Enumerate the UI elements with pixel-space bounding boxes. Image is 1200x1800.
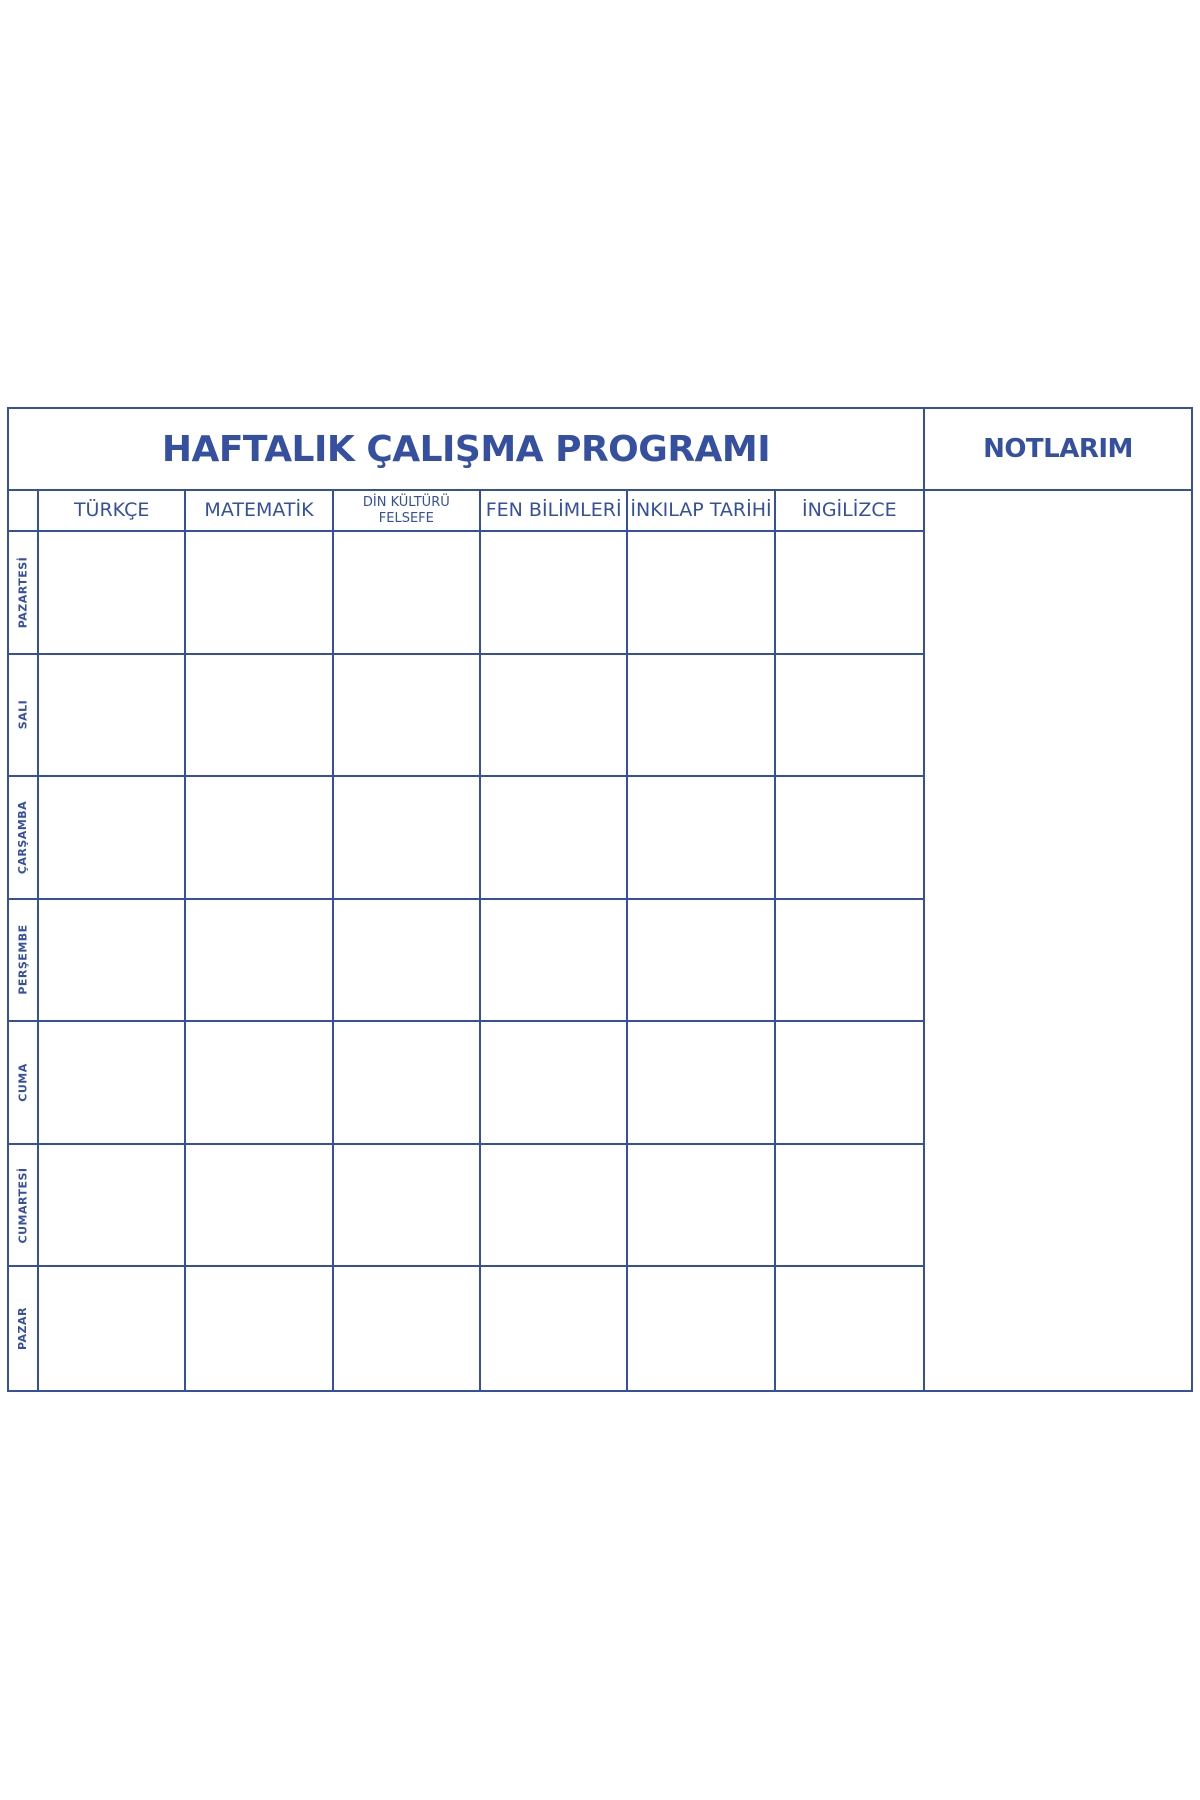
schedule-cell[interactable] bbox=[481, 1145, 628, 1268]
schedule-cell[interactable] bbox=[628, 655, 775, 778]
schedule-cell[interactable] bbox=[776, 1267, 923, 1390]
notes-title: NOTLARIM bbox=[983, 434, 1133, 464]
corner-cell bbox=[9, 491, 39, 532]
schedule-cell[interactable] bbox=[186, 1022, 333, 1145]
subject-label: İNKILAP TARİHİ bbox=[630, 499, 772, 521]
schedule-cell[interactable] bbox=[481, 900, 628, 1023]
schedule-cell[interactable] bbox=[334, 777, 481, 900]
subject-label: DİN KÜLTÜRÜ bbox=[362, 494, 450, 510]
day-label: CUMARTESİ bbox=[16, 1167, 30, 1244]
schedule-grid bbox=[9, 491, 925, 1390]
subject-header bbox=[628, 491, 775, 532]
schedule-cell[interactable] bbox=[776, 1145, 923, 1268]
schedule-cell[interactable] bbox=[481, 777, 628, 900]
day-label-cell bbox=[9, 1267, 39, 1390]
weekly-study-planner bbox=[7, 407, 1193, 1392]
schedule-cell[interactable] bbox=[334, 655, 481, 778]
title-cell bbox=[9, 409, 925, 491]
schedule-cell[interactable] bbox=[334, 900, 481, 1023]
subject-label: İNGİLİZCE bbox=[802, 499, 897, 521]
schedule-cell[interactable] bbox=[481, 532, 628, 655]
schedule-cell[interactable] bbox=[334, 1022, 481, 1145]
day-label: SALI bbox=[16, 700, 30, 730]
schedule-cell[interactable] bbox=[186, 900, 333, 1023]
day-label-cell bbox=[9, 777, 39, 900]
schedule-cell[interactable] bbox=[334, 532, 481, 655]
schedule-cell[interactable] bbox=[334, 1267, 481, 1390]
day-label-cell bbox=[9, 655, 39, 778]
schedule-cell[interactable] bbox=[186, 1145, 333, 1268]
schedule-cell[interactable] bbox=[776, 532, 923, 655]
schedule-cell[interactable] bbox=[628, 1022, 775, 1145]
notes-header bbox=[925, 409, 1191, 491]
schedule-cell[interactable] bbox=[39, 1145, 186, 1268]
schedule-cell[interactable] bbox=[39, 777, 186, 900]
subject-header bbox=[776, 491, 923, 532]
day-label-cell bbox=[9, 532, 39, 655]
day-label: CUMA bbox=[16, 1063, 30, 1102]
subject-label: TÜRKÇE bbox=[73, 499, 150, 521]
schedule-cell[interactable] bbox=[481, 655, 628, 778]
day-label-cell bbox=[9, 1022, 39, 1145]
schedule-cell[interactable] bbox=[628, 900, 775, 1023]
day-label-cell bbox=[9, 1145, 39, 1268]
schedule-cell[interactable] bbox=[39, 532, 186, 655]
schedule-cell[interactable] bbox=[628, 532, 775, 655]
day-label-cell bbox=[9, 900, 39, 1023]
schedule-cell[interactable] bbox=[481, 1267, 628, 1390]
schedule-cell[interactable] bbox=[186, 532, 333, 655]
schedule-cell[interactable] bbox=[39, 1022, 186, 1145]
subject-header bbox=[39, 491, 186, 532]
day-label: PERŞEMBE bbox=[16, 924, 30, 996]
schedule-cell[interactable] bbox=[776, 655, 923, 778]
page-title: HAFTALIK ÇALIŞMA PROGRAMI bbox=[161, 428, 771, 470]
schedule-cell[interactable] bbox=[776, 900, 923, 1023]
subject-label: MATEMATİK bbox=[204, 499, 314, 521]
schedule-cell[interactable] bbox=[186, 1267, 333, 1390]
day-label: ÇARŞAMBA bbox=[16, 800, 30, 875]
schedule-cell[interactable] bbox=[39, 900, 186, 1023]
subject-header bbox=[186, 491, 333, 532]
schedule-cell[interactable] bbox=[628, 1267, 775, 1390]
schedule-cell[interactable] bbox=[776, 1022, 923, 1145]
schedule-cell[interactable] bbox=[628, 1145, 775, 1268]
schedule-cell[interactable] bbox=[481, 1022, 628, 1145]
subject-label-line2: FELSEFE bbox=[378, 510, 434, 526]
schedule-cell[interactable] bbox=[628, 777, 775, 900]
schedule-cell[interactable] bbox=[186, 655, 333, 778]
schedule-cell[interactable] bbox=[186, 777, 333, 900]
day-label: PAZAR bbox=[16, 1307, 30, 1351]
subject-header bbox=[334, 491, 481, 532]
subject-label: FEN BİLİMLERİ bbox=[485, 499, 622, 521]
schedule-cell[interactable] bbox=[334, 1145, 481, 1268]
subject-header bbox=[481, 491, 628, 532]
schedule-cell[interactable] bbox=[39, 1267, 186, 1390]
schedule-cell[interactable] bbox=[776, 777, 923, 900]
schedule-cell[interactable] bbox=[39, 655, 186, 778]
day-label: PAZARTESİ bbox=[16, 556, 30, 629]
notes-area[interactable] bbox=[925, 491, 1191, 1390]
